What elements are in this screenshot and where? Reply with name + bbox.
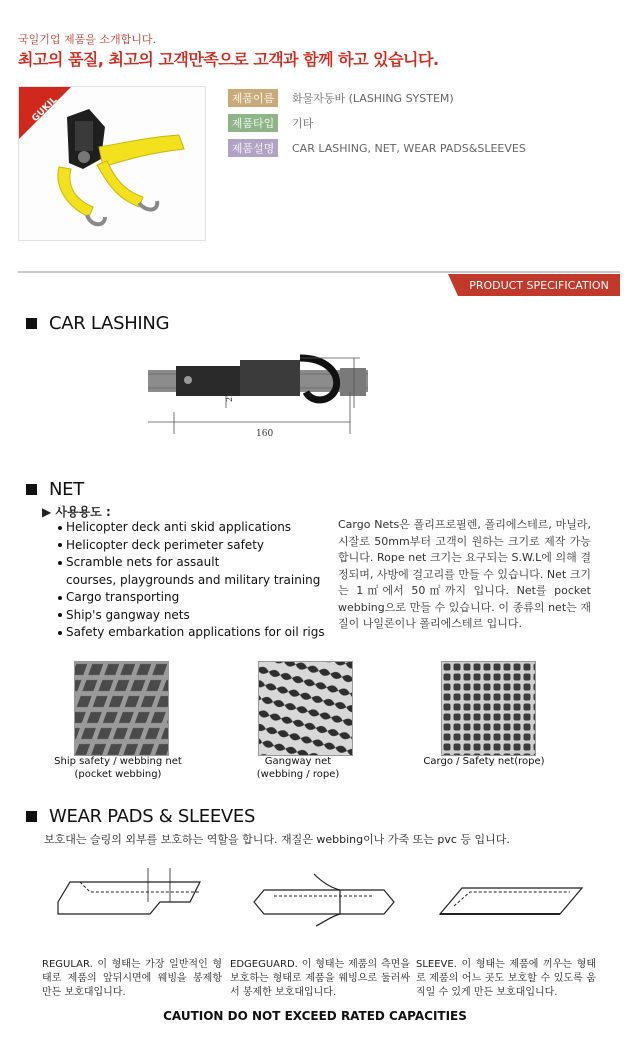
- car-lashing-title: CAR LASHING: [49, 313, 170, 334]
- product-name-row: [228, 89, 454, 107]
- dim-height-label: 22: [225, 391, 234, 402]
- car-lashing-diagram: [140, 352, 380, 448]
- list-item: Cargo transporting: [58, 589, 325, 607]
- list-item: courses, playgrounds and military training: [66, 572, 321, 587]
- wear-pads-title: WEAR PADS & SLEEVES: [49, 806, 256, 827]
- list-item: Ship's gangway nets: [58, 607, 325, 625]
- wear-pads-heading: [26, 806, 255, 827]
- square-bullet-icon: [26, 484, 37, 495]
- spec-tab-fold: [448, 274, 458, 296]
- brand-logo: GUKIL: [30, 95, 60, 125]
- section-divider: [18, 271, 620, 273]
- net-heading: [26, 479, 84, 500]
- cargo-net-image: [441, 661, 536, 756]
- product-type-row: [228, 114, 313, 132]
- product-name-tag: 제품이름: [228, 89, 278, 107]
- list-item: Helicopter deck perimeter safety: [58, 537, 325, 555]
- bullet-dot-icon: [58, 631, 62, 635]
- product-type-value: 기타: [292, 117, 314, 130]
- product-desc-value: CAR LASHING, NET, WEAR PADS&SLEEVES: [292, 141, 526, 155]
- bullet-dot-icon: [58, 596, 62, 600]
- wear-description: 보호대는 슬링의 외부를 보호하는 역할을 합니다. 재질은 webbing이나 가죽 또는 pvc 등 입니다.: [44, 833, 510, 846]
- product-type-tag: 제품타입: [228, 114, 278, 132]
- product-desc-row: [228, 139, 526, 157]
- product-desc-tag: 제품설명: [228, 139, 278, 157]
- bullet-dot-icon: [58, 543, 62, 547]
- gangway-net-image: [258, 661, 353, 756]
- edgeguard-pad-diagram: [244, 866, 404, 930]
- net-description: Cargo Nets은 폴리프로필렌, 폴리에스테르, 마닐라, 시잘로 50mm부터 고객이 원하는 크기로 제작 가능합니다. Rope net 크기는 요구되는 S.W.L에 의해 결정되며, 사방에 걸고리를 만들 수 있습니다. Net 크기는 1㎡에서 50㎡까지 입니다. Net를 pocket webbing으로 만들 수 있습니다. 이 종류의 net는 재질이 나일론이나 폴리에스테르 입니다.: [338, 518, 591, 630]
- intro-headline: 최고의 품질, 최고의 고객만족으로 고객과 함께 하고 있습니다.: [18, 50, 439, 69]
- caution-notice: CAUTION DO NOT EXCEED RATED CAPACITIES: [163, 1009, 467, 1023]
- list-item: Helicopter deck anti skid applications: [58, 519, 325, 537]
- list-item: Safety embarkation applications for oil rigs: [58, 624, 325, 642]
- cargo-net-caption: Cargo / Safety net(rope): [423, 756, 545, 767]
- product-name-value: 화물자동바 (LASHING SYSTEM): [292, 92, 454, 105]
- sleeve-pad-diagram: [432, 866, 592, 930]
- bullet-dot-icon: [58, 526, 62, 530]
- square-bullet-icon: [26, 811, 37, 822]
- regular-pad-diagram: [50, 862, 210, 932]
- gangway-net-caption: Gangway net (webbing / rope): [256, 756, 340, 780]
- product-photo: [18, 86, 206, 241]
- sleeve-pad-text: SLEEVE. 이 형태는 제품에 끼우는 형태로 제품의 어느 곳도 보호할 수 있도록 움직일 수 있게 만든 보호대입니다.: [416, 959, 596, 998]
- list-item: Scramble nets for assault: [58, 554, 325, 572]
- intro-tagline: 국일기업 제품을 소개합니다.: [18, 33, 157, 46]
- net-uses-list: [58, 519, 325, 642]
- regular-pad-text: REGULAR. 이 형태는 가장 일반적인 형태로 제품의 앞뒤시면에 웨빙을 봉제항 만든 보호대입니다.: [42, 959, 222, 998]
- bullet-dot-icon: [58, 561, 62, 565]
- webbing-net-image: [74, 661, 169, 756]
- net-uses-heading: ▶ 사용용도 :: [42, 505, 111, 519]
- dim-width-label: 160: [256, 429, 274, 439]
- webbing-net-caption: Ship safety / webbing net (pocket webbing): [54, 756, 182, 780]
- square-bullet-icon: [26, 318, 37, 329]
- bullet-dot-icon: [58, 613, 62, 617]
- car-lashing-heading: [26, 313, 169, 334]
- net-title: NET: [49, 479, 84, 500]
- edgeguard-pad-text: EDGEGUARD. 이 형태는 제품의 측면을 보호하는 형태로 제품을 웨빙으로 둘러싸서 봉제한 보호대입니다.: [230, 959, 410, 998]
- product-spec-tab: PRODUCT SPECIFICATION: [458, 274, 620, 296]
